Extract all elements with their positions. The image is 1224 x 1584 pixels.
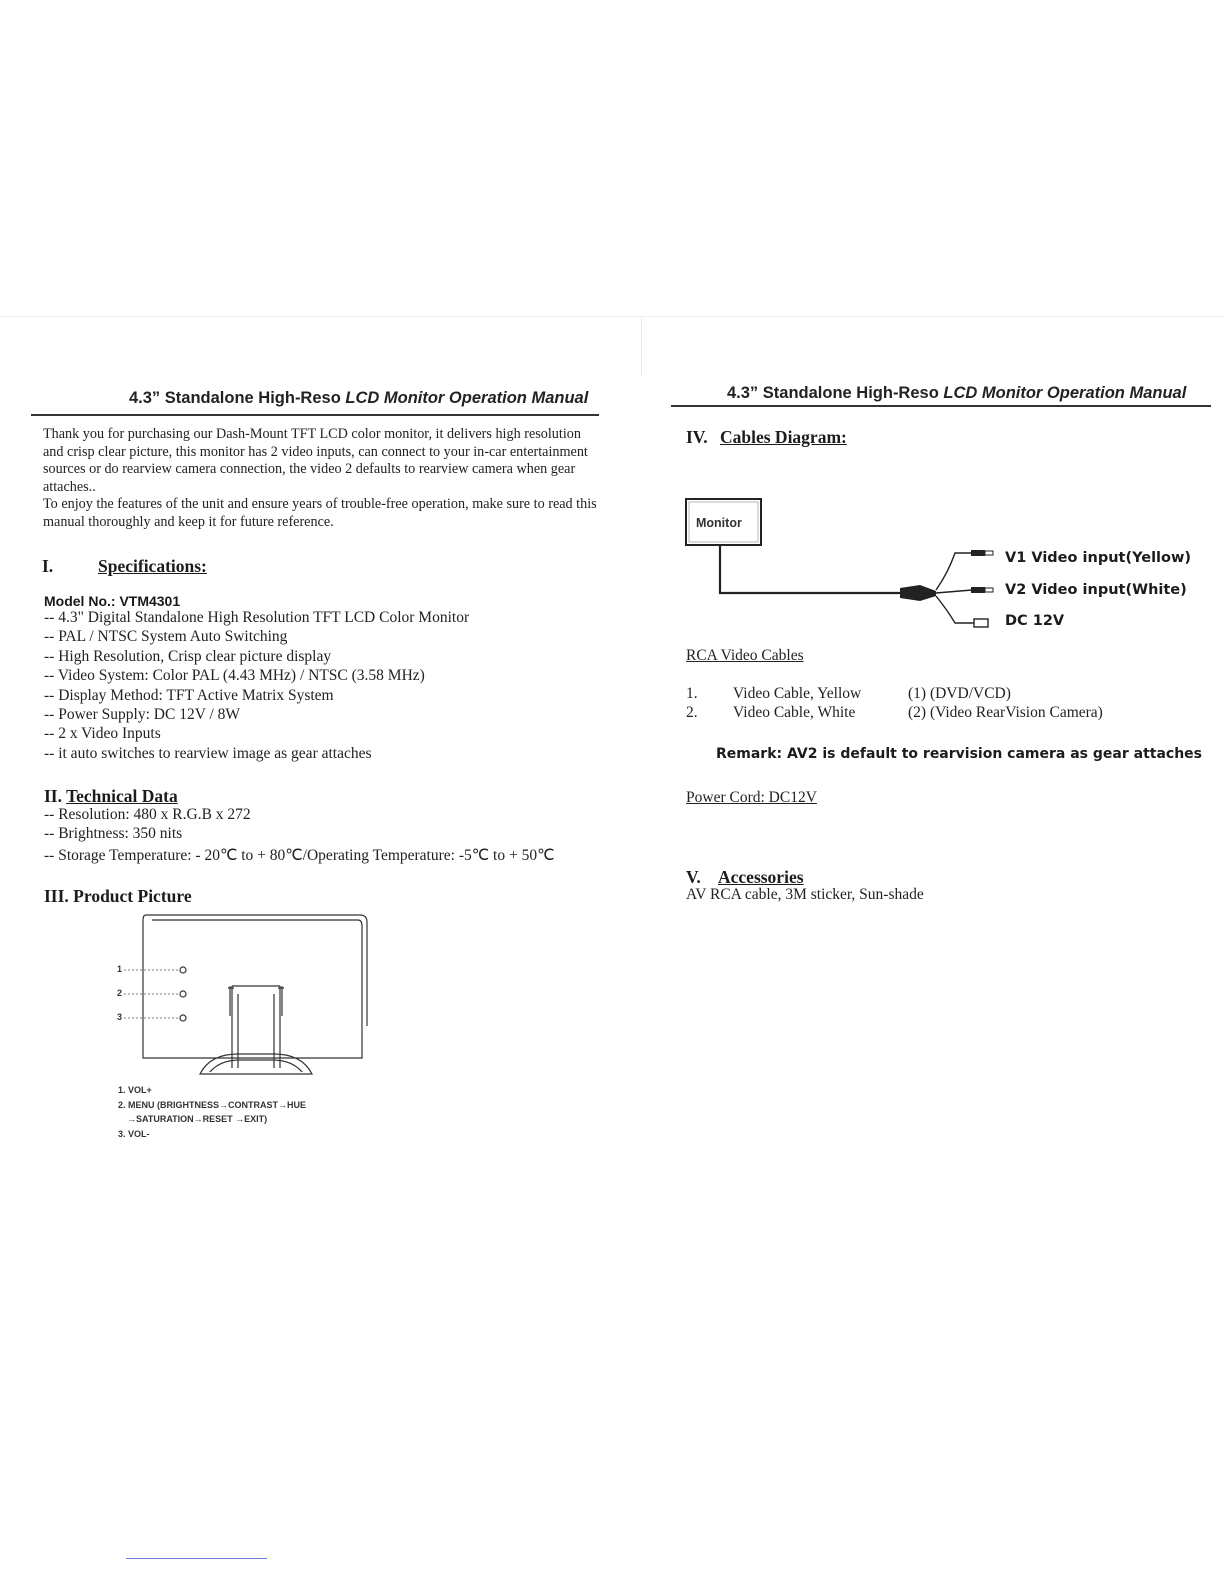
cables-number: IV. xyxy=(686,427,708,447)
technical-heading xyxy=(44,786,178,807)
header-prefix: 4.3” Standalone High-Reso xyxy=(727,384,944,402)
rca-video-cables-title: RCA Video Cables xyxy=(686,647,804,664)
legend-item: 2. MENU (BRIGHTNESS→CONTRAST→HUE xyxy=(118,1099,307,1110)
cables-diagram xyxy=(680,493,1000,638)
dc-plug xyxy=(974,619,988,627)
spec-item: -- Power Supply: DC 12V / 8W xyxy=(44,706,241,724)
spec-item: -- 2 x Video Inputs xyxy=(44,725,161,743)
button-number-3: 3 xyxy=(117,1012,123,1022)
cables-heading xyxy=(686,427,847,448)
technical-item: -- Resolution: 480 x R.G.B x 272 xyxy=(44,806,251,823)
intro-paragraph-1: Thank you for purchasing our Dash-Mount TFT LCD color monitor, it delivers high resolution and crisp clear picture, this monitor has 2 video inputs, can connect to your in-car entertainment sources or do rearview camera connection, the video 2 defaults to rearview camera when gear attaches.. xyxy=(43,426,588,495)
intro-paragraph-2: To enjoy the features of the unit and ensure years of trouble-free operation, make sure to read this manual thoroughly and keep it for future reference. xyxy=(43,496,597,530)
button-legend xyxy=(118,1083,306,1141)
left-page-header xyxy=(129,389,588,408)
spec-item: -- Video System: Color PAL (4.43 MHz) / NTSC (3.58 MHz) xyxy=(44,667,425,685)
model-value: VTM4301 xyxy=(119,593,181,609)
v1-video-input-label: V1 Video input(Yellow) xyxy=(1005,550,1192,566)
spec-item: -- PAL / NTSC System Auto Switching xyxy=(44,628,288,646)
spec-item: -- Display Method: TFT Active Matrix System xyxy=(44,686,334,704)
accessories-number: V. xyxy=(686,867,701,887)
intro-text xyxy=(43,426,603,532)
spec-item: -- it auto switches to rearview image as gear attaches xyxy=(44,744,372,762)
header-prefix: 4.3” Standalone High-Reso xyxy=(129,389,346,407)
header-italic: LCD Monitor Operation Manual xyxy=(943,384,1187,402)
rca-plug-yellow xyxy=(971,550,985,556)
legend-item: 3. VOL- xyxy=(118,1128,150,1139)
splitter-plug xyxy=(900,585,936,601)
specifications-heading xyxy=(42,556,207,577)
page-fold xyxy=(641,316,642,376)
dc-12v-label: DC 12V xyxy=(1005,613,1065,629)
left-header-rule xyxy=(31,414,599,416)
specifications-number: I. xyxy=(42,556,54,576)
header-italic: LCD Monitor Operation Manual xyxy=(345,389,589,407)
button-vol-up xyxy=(180,967,186,973)
specifications-list xyxy=(44,608,469,763)
button-number-1: 1 xyxy=(117,964,123,974)
main-cable xyxy=(720,545,905,593)
cable-row-use: (1) (DVD/VCD) xyxy=(908,685,1011,702)
remark-text: Remark: AV2 is default to rearvision camera as gear attaches xyxy=(716,746,1203,762)
spec-item: -- High Resolution, Crisp clear picture display xyxy=(44,647,332,665)
button-number-2: 2 xyxy=(117,988,123,998)
cables-title: Cables Diagram: xyxy=(720,427,847,447)
cable-row-number: 1. xyxy=(686,685,698,702)
product-picture-heading xyxy=(44,886,192,907)
technical-title: Technical Data xyxy=(66,786,178,806)
cable-row-name: Video Cable, Yellow xyxy=(733,685,862,702)
technical-number: II. xyxy=(44,786,62,806)
legend-item: 1. VOL+ xyxy=(118,1085,152,1095)
model-number xyxy=(44,593,180,609)
button-vol-down xyxy=(180,1015,186,1021)
product-picture-title: III. Product Picture xyxy=(44,886,192,906)
technical-item: -- Brightness: 350 nits xyxy=(44,825,183,843)
cable-row-use: (2) (Video RearVision Camera) xyxy=(908,704,1103,721)
v2-video-input-label: V2 Video input(White) xyxy=(1005,582,1187,598)
right-page-header xyxy=(727,384,1186,403)
power-cord-text: Power Cord: DC12V xyxy=(686,789,817,806)
monitor-label: Monitor xyxy=(696,516,742,530)
model-label: Model No.: xyxy=(44,593,116,609)
page-top-edge xyxy=(0,316,1224,317)
bottom-link-line xyxy=(126,1558,267,1559)
technical-item: -- Storage Temperature: - 20℃ to + 80℃/Operating Temperature: -5℃ to + 50℃ xyxy=(44,846,555,864)
cable-row-name: Video Cable, White xyxy=(733,704,856,721)
accessories-heading xyxy=(686,867,804,888)
right-header-rule xyxy=(671,405,1211,407)
accessories-text: AV RCA cable, 3M sticker, Sun-shade xyxy=(686,886,924,903)
accessories-title: Accessories xyxy=(718,867,804,887)
spec-item: -- 4.3" Digital Standalone High Resolution TFT LCD Color Monitor xyxy=(44,609,470,626)
monitor-drawing xyxy=(110,908,380,1088)
specifications-title: Specifications: xyxy=(98,556,207,576)
rca-plug-white xyxy=(971,587,985,593)
cable-row-number: 2. xyxy=(686,704,698,721)
legend-item: →SATURATION→RESET →EXIT) xyxy=(127,1114,268,1124)
button-menu xyxy=(180,991,186,997)
technical-list xyxy=(44,805,555,865)
